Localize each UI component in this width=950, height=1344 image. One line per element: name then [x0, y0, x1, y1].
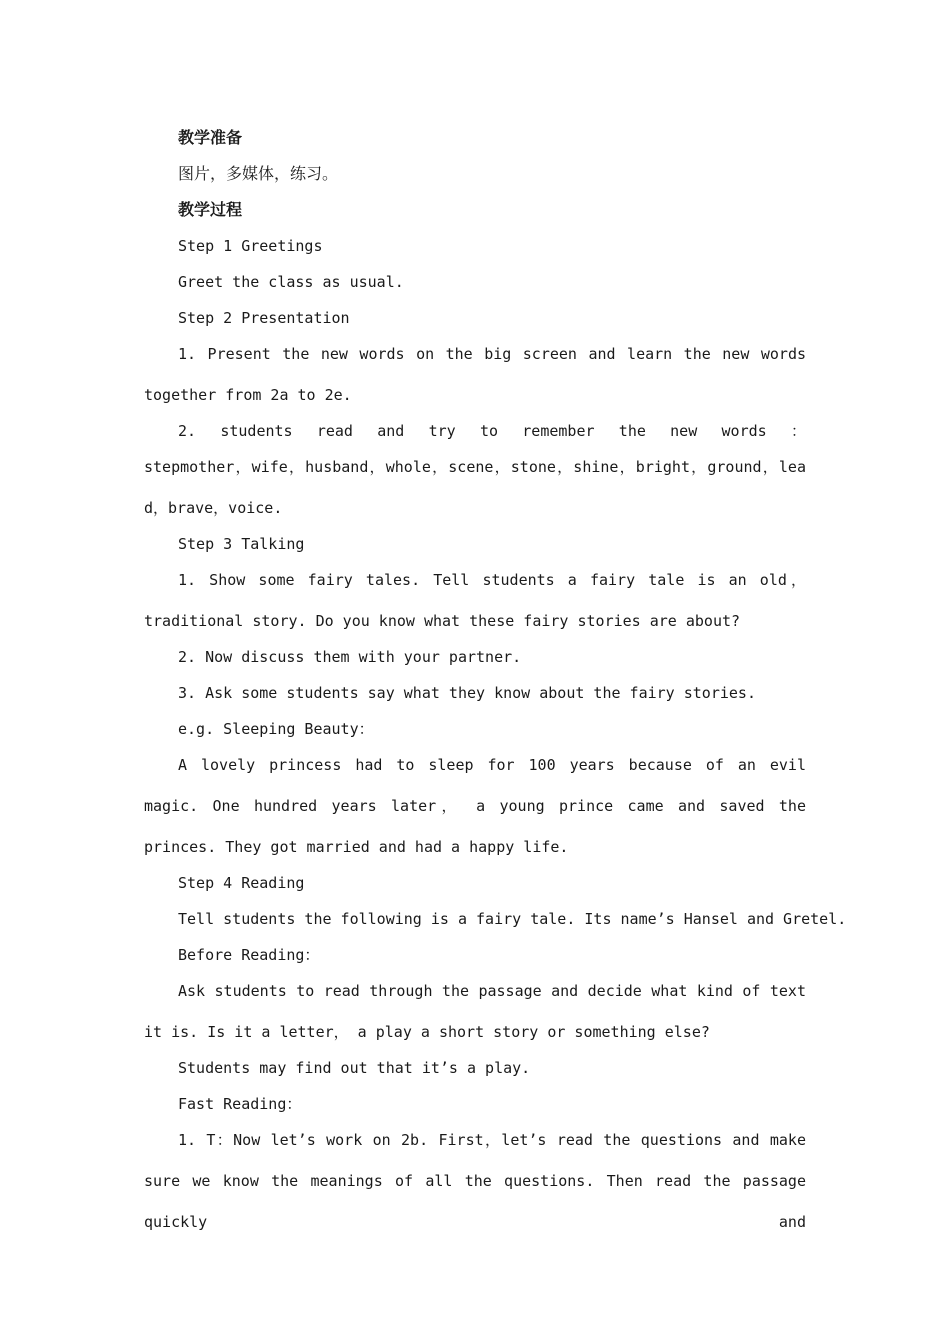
- step2-item2-word: ：: [790, 422, 806, 440]
- step2-item2-word: remember: [522, 422, 595, 440]
- document-page: [144, 120, 847, 1240]
- before-reading-answer: Students may find out that it’s a play.: [178, 1059, 531, 1077]
- step4-intro: Tell students the following is a fairy tale. Its name’s Hansel and Gretel.: [178, 910, 847, 928]
- fast-reading-label: Fast Reading：: [178, 1095, 302, 1113]
- step3-title: Step 3 Talking: [178, 535, 305, 553]
- prep-heading: 教学准备: [178, 128, 243, 147]
- step2-item2-word: the: [618, 422, 646, 440]
- step2-item2-word: and: [377, 422, 405, 440]
- step3-example-label: e.g. Sleeping Beauty：: [178, 720, 374, 738]
- step2-item2-row: [144, 413, 806, 449]
- step2-word-list: stepmother，wife，husband，whole，scene，stone，shine，bright，ground，lead，brave，voice.: [144, 457, 806, 517]
- step2-item2-word: students: [220, 422, 293, 440]
- step3-item1: 1. Show some fairy tales. Tell students a fairy tale is an old，traditional story. Do you know what these fairy stories are about?: [144, 570, 806, 630]
- step2-item2-word: to: [479, 422, 499, 440]
- step3-item2: 2. Now discuss them with your partner.: [178, 648, 522, 666]
- fast-reading-text: 1. T：Now let’s work on 2b. First，let’s read the questions and make sure we know the meanings of all the questions. Then read the passage quickly and: [144, 1130, 806, 1231]
- step3-item3: 3. Ask some students say what they know about the fairy stories.: [178, 684, 756, 702]
- step2-item2-word: try: [428, 422, 456, 440]
- step2-item2-word: new: [670, 422, 698, 440]
- step2-item2-word: words: [721, 422, 767, 440]
- step1-text: Greet the class as usual.: [178, 273, 404, 291]
- before-reading-text: Ask students to read through the passage and decide what kind of text it is. Is it a letter， a play a short story or something else?: [144, 981, 806, 1041]
- before-reading-label: Before Reading：: [178, 946, 320, 964]
- step4-title: Step 4 Reading: [178, 874, 305, 892]
- step2-title: Step 2 Presentation: [178, 309, 350, 327]
- step2-item1: 1. Present the new words on the big screen and learn the new words together from 2a to 2e.: [144, 344, 806, 404]
- prep-text: 图片，多媒体，练习。: [178, 164, 339, 183]
- step3-example-text: A lovely princess had to sleep for 100 years because of an evil magic. One hundred years later， a young prince came and saved the princes. They got married and had a happy life.: [144, 755, 806, 856]
- step1-title: Step 1 Greetings: [178, 237, 323, 255]
- step2-item2-word: read: [316, 422, 353, 440]
- process-heading: 教学过程: [178, 200, 243, 219]
- step2-item2-word: 2.: [178, 422, 197, 440]
